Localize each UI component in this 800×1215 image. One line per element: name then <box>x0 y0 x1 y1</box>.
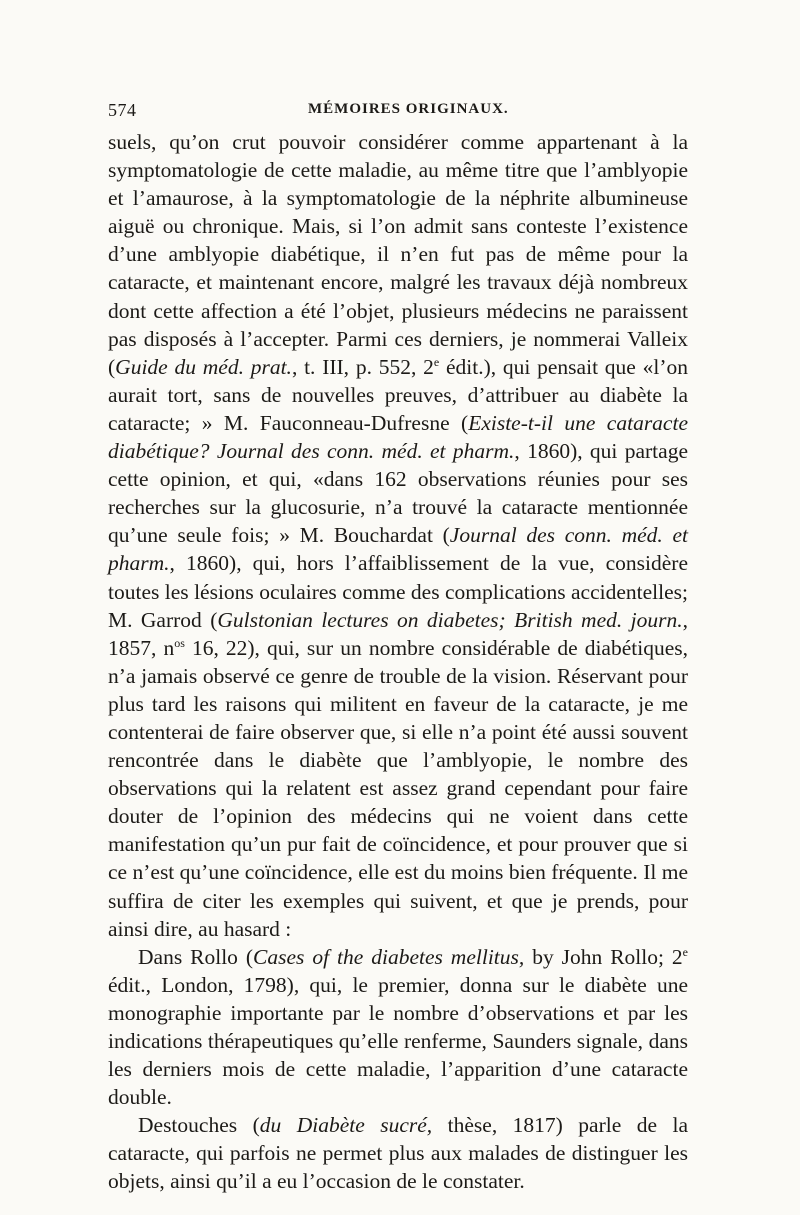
paragraph-destouches: Destouches (du Diabète sucré, thèse, 1817) parle de la cataracte, qui parfois ne permet plus aux malades de distinguer les objets, ainsi qu’il a eu l’occasion de le constater. <box>108 1113 688 1194</box>
running-head <box>108 100 688 122</box>
body-text <box>108 128 688 1196</box>
paragraph-continuation: suels, qu’on crut pouvoir considérer comme appartenant à la symptomatologie de cette maladie, au même titre que l’amblyopie et l’amaurose, à la symptomatologie de la néphrite albumineuse aiguë ou chronique. Mais, si l’on admit sans conteste l’existence d’une amblyopie diabétique, il n’en fut pas de même pour la cataracte, et maintenant encore, malgré les travaux déjà nombreux dont cette affection a été l’objet, plusieurs médecins ne paraissent pas disposés à l’accepter. Parmi ces derniers, je nommerai Valleix (Guide du méd. prat., t. III, p. 552, 2e édit.), qui pensait que «l’on aurait tort, sans de nouvelles preuves, d’attribuer au diabète la cataracte; » M. Fauconneau-Dufresne (Existe-t-il une cataracte diabétique? Journal des conn. méd. et pharm., 1860), qui partage cette opinion, et qui, «dans 162 observations réunies pour ses recherches sur la glucosurie, n’a trouvé la cataracte mentionnée qu’une seule fois; » M. Bouchardat (Journal des conn. méd. et pharm., 1860), qui, hors l’affaiblissement de la vue, considère toutes les lésions oculaires comme des complications accidentelles; M. Garrod (Gulstonian lectures on diabetes; British med. journ., 1857, $n^{os}$ 16, 22), qui, sur un nombre considérable de diabétiques, n’a jamais observé ce genre de trouble de la vision. Réservant pour plus tard les raisons qui militent en faveur de la cataracte, je me contenterai de faire observer que, si elle n’a point été aussi souvent rencontrée dans le diabète que l’amblyopie, le nombre des observations qui la relatent est assez grand cependant pour faire douter de l’opinion des médecins qui ne voient dans cette manifestation qu’un pur fait de coïncidence, et pour prouver que si ce n’est qu’une coïncidence, elle est du moins bien fréquente. Il me suffira de citer les exemples qui suivent, et que je prends, pour ainsi dire, au hasard : <box>108 130 689 941</box>
running-title: MÉMOIRES ORIGINAUX. <box>308 101 509 117</box>
paragraph-rollo: Dans Rollo (Cases of the diabetes mellitus, by John Rollo; 2e édit., London, 1798), qui, le premier, donna sur le diabète une monographie importante par le nombre d’observations et par les indications thérapeutiques qu’elle renferme, Saunders signale, dans les derniers mois de cette maladie, l’apparition d’une cataracte double. <box>108 944 688 1110</box>
page-number: 574 <box>108 100 137 120</box>
